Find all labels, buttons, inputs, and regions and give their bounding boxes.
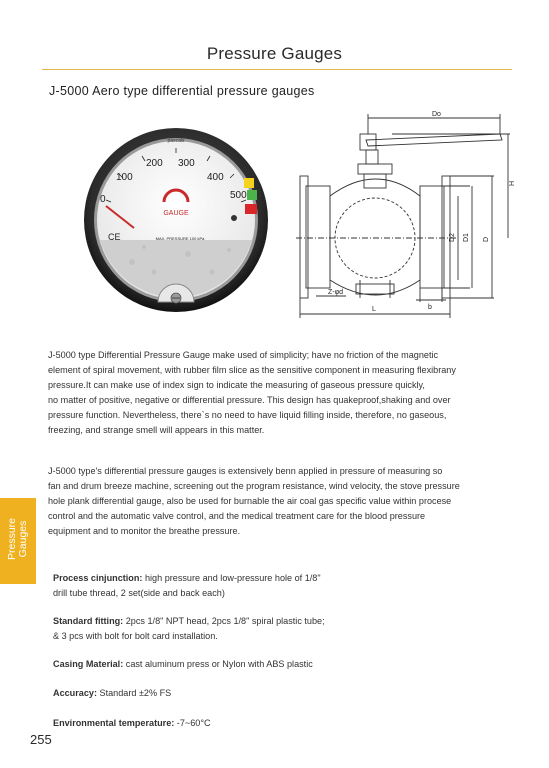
gauge-scale-500: 500 [230, 190, 247, 201]
paragraph-2-line: hole plank differential gauge, also be used for burnable the air coal gas specific value within procese [48, 496, 452, 507]
page-header-title: Pressure Gauges [206, 44, 343, 63]
spec-accuracy [53, 686, 171, 701]
gauge-scale-400: 400 [207, 172, 224, 183]
spec-value: high pressure and low-pressure hole of 1/8" [142, 573, 321, 583]
paragraph-2-line: equipment and to monitor the breathe pressure. [48, 526, 241, 537]
spec-casing-material [53, 657, 313, 672]
dim-d-label: D [483, 236, 490, 242]
dim-l-label: L [372, 306, 376, 313]
paragraph-1-line: no matter of positive, negative or differential pressure. This design has quakeproof,shaking and over [48, 395, 451, 406]
side-tab-line-1: Pressure [6, 517, 18, 561]
green-setpoint-marker [247, 190, 257, 200]
paragraph-1-line: freezing, and strange smell will appears in this matter. [48, 425, 265, 436]
side-tab-line-2: Gauges [17, 520, 29, 558]
description-paragraph-1 [48, 348, 520, 439]
ce-mark: CE [108, 232, 121, 242]
paragraph-1-line: J-5000 type Differential Pressure Gauge make used of simplicity; have no friction of the magnetic [48, 350, 439, 360]
yellow-setpoint-marker [244, 178, 254, 188]
paragraph-2-line: fan and drum breeze machine, screening out the program resistance, wind velocity, the stove pressure [48, 481, 460, 492]
gauge-scale-100: 100 [116, 172, 133, 183]
red-setpoint-marker [245, 204, 257, 214]
gauge-scale-0: 0 [100, 194, 106, 205]
dim-d1-label: D1 [463, 233, 470, 242]
spec-value: Standard ±2% FS [96, 688, 172, 698]
gauge-brand: GAUGE [163, 210, 189, 217]
paragraph-2-line: control and the automatic valve control, and the medical treatment care for the blood pressure [48, 511, 426, 522]
spec-label: Environmental temperature: [53, 718, 175, 728]
dim-b-label: b [428, 304, 432, 311]
spec-value: 2pcs 1/8" NPT head, 2pcs 1/8" spiral plastic tube; [123, 616, 325, 626]
paragraph-2-line: J-5000 type's differential pressure gauges is extensively benn applied in pressure of measuring so [48, 466, 443, 476]
spec-standard-fitting [53, 614, 325, 644]
dim-do-label: Do [432, 111, 441, 118]
spec-process-connection [53, 571, 321, 601]
spec-value: cast aluminum press or Nylon with ABS plastic [123, 659, 313, 669]
gauge-unit-label: pascals [167, 138, 185, 144]
gauge-illustration [84, 122, 268, 320]
max-pressure-label: MAX. PRESSURE 100 kPa [155, 236, 205, 241]
paragraph-1-line: pressure function. Nevertheless, there`s no need to have liquid filling inside, therefore, no gaseous, [48, 410, 447, 421]
spec-value-line-2: & 3 pcs with bolt for bolt card installation. [53, 631, 218, 641]
header-divider [42, 69, 512, 70]
spec-value: -7~60°C [174, 718, 211, 728]
gauge-scale-300: 300 [178, 158, 195, 169]
page-number: 255 [30, 732, 52, 747]
valve-technical-drawing [296, 104, 522, 322]
description-paragraph-2 [48, 464, 520, 539]
spec-value-line-2: drill tube thread, 2 set(side and back each) [53, 588, 225, 598]
paragraph-1-line: element of spiral movement, with rubber film slice as the sensitive component in measuring flexibrany [48, 365, 456, 376]
spec-label: Accuracy: [53, 688, 97, 698]
gauge-scale-200: 200 [146, 158, 163, 169]
spec-label: Casing Material: [53, 659, 124, 669]
dim-d2-label: D2 [449, 233, 456, 242]
spec-label: Process cinjunction: [53, 573, 143, 583]
section-side-tab [0, 498, 36, 584]
dim-h-label: H [509, 180, 516, 186]
paragraph-1-line: pressure.It can make use of index sign to indicate the measuring of gaseous pressure quickly, [48, 380, 425, 391]
spec-label: Standard fitting: [53, 616, 124, 626]
gauge-screw [231, 215, 237, 221]
dim-zd-label: Z-φd [328, 289, 344, 296]
spec-environmental-temperature [53, 716, 211, 731]
section-title: J-5000 Aero type differential pressure gauges [49, 84, 315, 98]
